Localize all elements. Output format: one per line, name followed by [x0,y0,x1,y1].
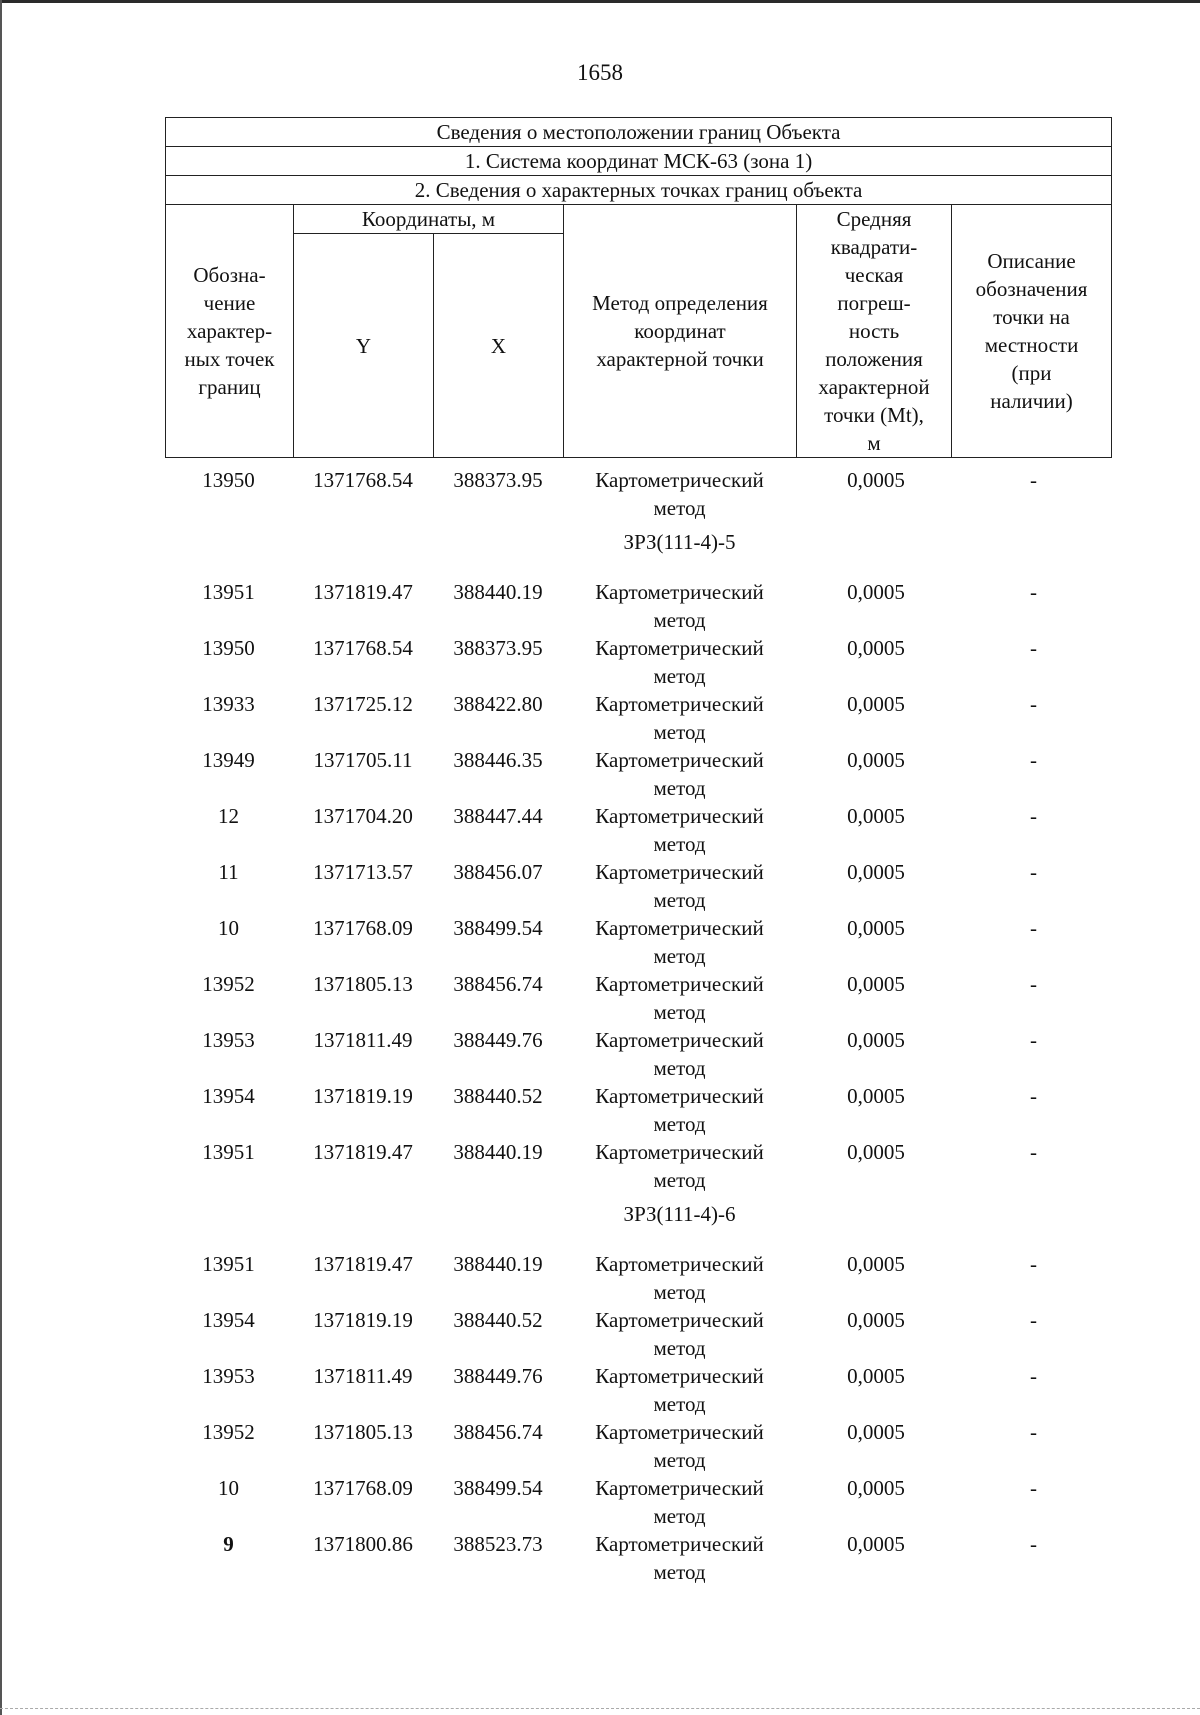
method-line-2: метод [653,1112,706,1136]
coord-y: 1371819.47 [313,580,413,604]
error-value: 0,0005 [847,1420,905,1444]
method-line-2: метод [653,1392,706,1416]
method [563,1250,796,1306]
coord-y: 1371800.86 [313,1532,413,1556]
method-line-1: Картометрический [595,748,764,772]
point-number: 13954 [202,1084,255,1108]
method-line-2: метод [653,1168,706,1192]
method-line-1: Картометрический [595,1364,764,1388]
col-x: X [434,234,564,458]
method [563,690,796,746]
coord-x: 388499.54 [453,916,543,940]
group-title [165,1194,1111,1250]
method-line-1: Картометрический [595,1476,764,1500]
coord-x: 388449.76 [453,1028,543,1052]
header-table [165,117,1112,458]
coord-x: 388446.35 [453,748,543,772]
page-number: 1658 [577,60,623,85]
method-line-2: метод [653,1504,706,1528]
error-value: 0,0005 [847,1084,905,1108]
method [563,970,796,1026]
point-number: 13952 [202,1420,255,1444]
method-line-2: метод [653,608,706,632]
method [563,1418,796,1474]
coord-x: 388422.80 [453,692,543,716]
error-value: 0,0005 [847,1028,905,1052]
table-row [165,1530,1111,1586]
points-list [165,466,1111,1586]
method-line-2: метод [653,832,706,856]
description-value: - [1030,636,1037,660]
col-method: Метод определения координат характерной точки [564,205,797,458]
table-row [165,1250,1111,1306]
table-row [165,1418,1111,1474]
coord-x: 388456.07 [453,860,543,884]
method-line-2: метод [653,944,706,968]
coord-x: 388440.19 [453,1252,543,1276]
error-value: 0,0005 [847,748,905,772]
description-value: - [1030,1532,1037,1556]
point-number: 13952 [202,972,255,996]
method [563,1138,796,1194]
coord-y: 1371819.19 [313,1308,413,1332]
coord-y: 1371768.54 [313,468,413,492]
table-row [165,466,1111,522]
coord-y: 1371819.47 [313,1252,413,1276]
error-value: 0,0005 [847,1532,905,1556]
table-row [165,578,1111,634]
point-number: 13953 [202,1364,255,1388]
coord-x: 388523.73 [453,1532,543,1556]
coord-y: 1371819.47 [313,1140,413,1164]
method-line-2: метод [653,496,706,520]
coord-x: 388456.74 [453,972,543,996]
method [563,1082,796,1138]
header-section: 2. Сведения о характерных точках границ объекта [166,176,1112,205]
coord-y: 1371819.19 [313,1084,413,1108]
method-line-1: Картометрический [595,1308,764,1332]
error-value: 0,0005 [847,1476,905,1500]
method-line-1: Картометрический [595,1532,764,1556]
method-line-2: метод [653,1336,706,1360]
error-value: 0,0005 [847,636,905,660]
method [563,1306,796,1362]
group-title-text: ЗРЗ(111-4)-5 [623,530,736,554]
coord-y: 1371704.20 [313,804,413,828]
table-row [165,1306,1111,1362]
description-value: - [1030,916,1037,940]
description-value: - [1030,1364,1037,1388]
col-error: Средняя квадрати- ческая погреш- ность положения характерной точки (Mt), м [797,205,952,458]
table-row [165,914,1111,970]
point-number: 10 [218,916,239,940]
description-value: - [1030,1252,1037,1276]
coord-x: 388499.54 [453,1476,543,1500]
scan-edge-bottom [0,1708,1200,1710]
error-value: 0,0005 [847,580,905,604]
col-y: Y [294,234,434,458]
coord-y: 1371811.49 [313,1364,413,1388]
method [563,746,796,802]
table-row [165,1138,1111,1194]
method-line-1: Картометрический [595,468,764,492]
table-row [165,690,1111,746]
method-line-2: метод [653,776,706,800]
method-line-1: Картометрический [595,1252,764,1276]
table-row [165,1474,1111,1530]
method [563,858,796,914]
error-value: 0,0005 [847,468,905,492]
coord-y: 1371768.09 [313,916,413,940]
method-line-2: метод [653,1000,706,1024]
table-row [165,1026,1111,1082]
method-line-1: Картометрический [595,1420,764,1444]
table-row [165,858,1111,914]
scan-edge-left [0,0,2,1715]
point-number: 12 [218,804,239,828]
description-value: - [1030,580,1037,604]
table-row [165,802,1111,858]
point-number: 9 [223,1532,234,1556]
method [563,802,796,858]
description-value: - [1030,1476,1037,1500]
coord-y: 1371768.09 [313,1476,413,1500]
coord-x: 388440.19 [453,1140,543,1164]
table-row [165,1362,1111,1418]
method [563,466,796,522]
method [563,1026,796,1082]
coord-y: 1371705.11 [313,748,413,772]
coord-x: 388440.19 [453,580,543,604]
point-number: 13953 [202,1028,255,1052]
error-value: 0,0005 [847,916,905,940]
point-number: 13951 [202,1252,255,1276]
method-line-2: метод [653,1448,706,1472]
error-value: 0,0005 [847,1364,905,1388]
point-number: 13951 [202,1140,255,1164]
method-line-1: Картометрический [595,692,764,716]
description-value: - [1030,1140,1037,1164]
coord-x: 388456.74 [453,1420,543,1444]
error-value: 0,0005 [847,1308,905,1332]
point-number: 13954 [202,1308,255,1332]
method-line-1: Картометрический [595,580,764,604]
method-line-1: Картометрический [595,860,764,884]
method [563,1362,796,1418]
description-value: - [1030,1420,1037,1444]
method [563,914,796,970]
method-line-1: Картометрический [595,1028,764,1052]
coord-y: 1371768.54 [313,636,413,660]
point-number: 11 [218,860,239,884]
error-value: 0,0005 [847,804,905,828]
group-title [165,522,1111,578]
error-value: 0,0005 [847,860,905,884]
header-title: Сведения о местоположении границ Объекта [166,118,1112,147]
method-line-1: Картометрический [595,972,764,996]
method-line-2: метод [653,1280,706,1304]
coord-y: 1371713.57 [313,860,413,884]
description-value: - [1030,748,1037,772]
description-value: - [1030,972,1037,996]
method-line-1: Картометрический [595,1140,764,1164]
method [563,1474,796,1530]
method [563,1530,796,1586]
table-row [165,634,1111,690]
scan-edge-top [0,0,1200,3]
error-value: 0,0005 [847,692,905,716]
coord-y: 1371725.12 [313,692,413,716]
coord-y: 1371805.13 [313,972,413,996]
method-line-1: Картометрический [595,1084,764,1108]
description-value: - [1030,1028,1037,1052]
coord-y: 1371811.49 [313,1028,413,1052]
coord-x: 388440.52 [453,1308,543,1332]
group-title-text: ЗРЗ(111-4)-6 [623,1202,736,1226]
method [563,634,796,690]
point-number: 13949 [202,748,255,772]
col-coords-group: Координаты, м [294,205,564,234]
description-value: - [1030,1084,1037,1108]
point-number: 13950 [202,636,255,660]
method-line-2: метод [653,1056,706,1080]
table-row [165,1082,1111,1138]
method-line-2: метод [653,664,706,688]
error-value: 0,0005 [847,1140,905,1164]
method-line-1: Картометрический [595,636,764,660]
table-row [165,746,1111,802]
coord-x: 388447.44 [453,804,543,828]
col-point-label: Обозна- чение характер- ных точек границ [166,205,294,458]
method-line-1: Картометрический [595,916,764,940]
col-description: Описание обозначения точки на местности (при наличии) [952,205,1112,458]
table-row [165,970,1111,1026]
method-line-2: метод [653,1560,706,1584]
description-value: - [1030,468,1037,492]
method-line-2: метод [653,720,706,744]
point-number: 13933 [202,692,255,716]
description-value: - [1030,1308,1037,1332]
coord-x: 388449.76 [453,1364,543,1388]
header-coord-system: 1. Система координат МСК-63 (зона 1) [166,147,1112,176]
point-number: 10 [218,1476,239,1500]
error-value: 0,0005 [847,1252,905,1276]
description-value: - [1030,804,1037,828]
coord-x: 388373.95 [453,636,543,660]
error-value: 0,0005 [847,972,905,996]
method [563,578,796,634]
method-line-2: метод [653,888,706,912]
coord-x: 388373.95 [453,468,543,492]
method-line-1: Картометрический [595,804,764,828]
description-value: - [1030,692,1037,716]
coord-x: 388440.52 [453,1084,543,1108]
description-value: - [1030,860,1037,884]
point-number: 13950 [202,468,255,492]
coord-y: 1371805.13 [313,1420,413,1444]
point-number: 13951 [202,580,255,604]
